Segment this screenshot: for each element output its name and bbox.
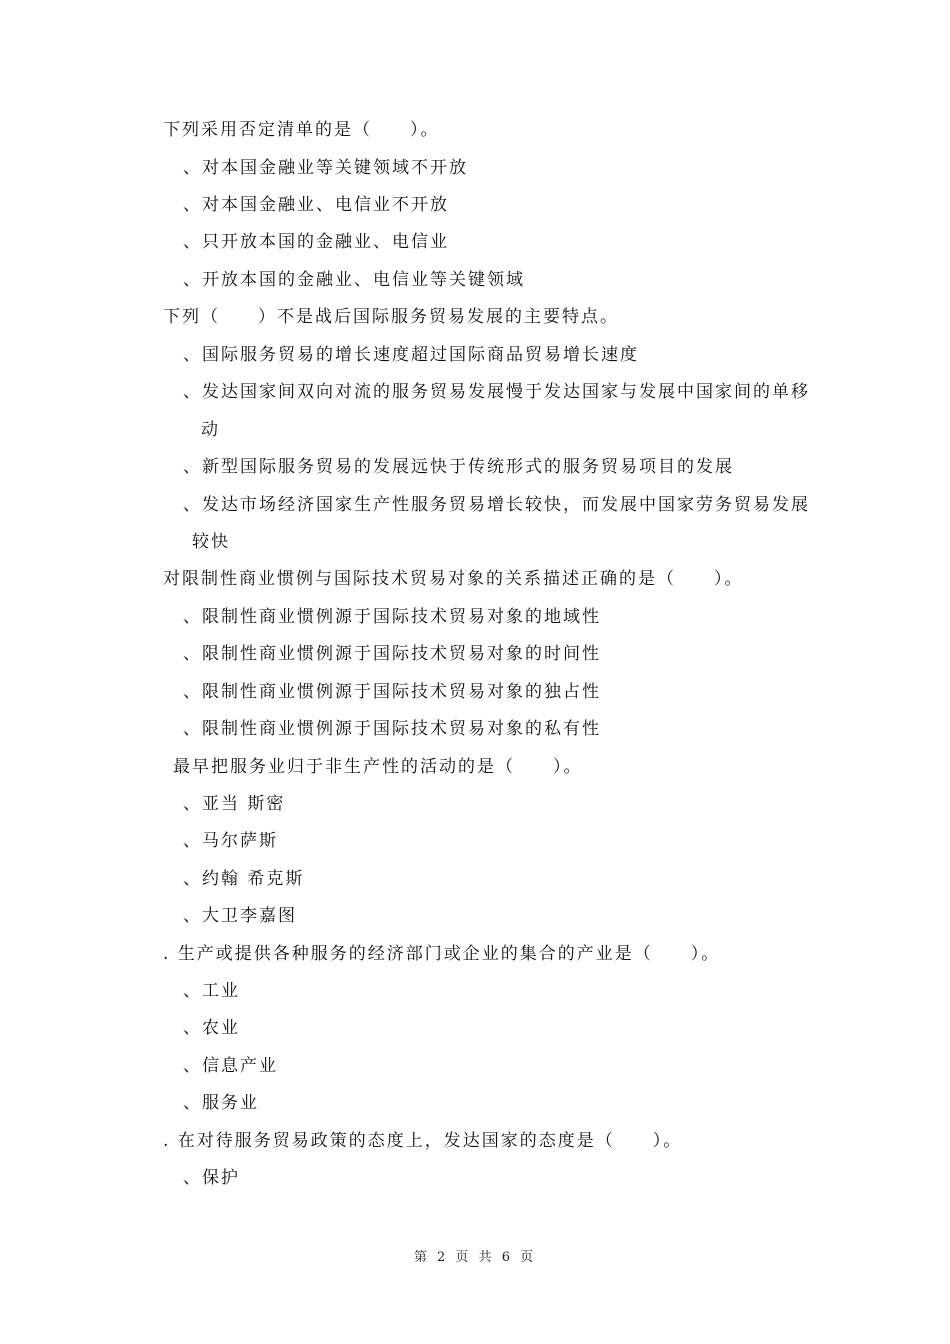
question-3-stem: 对限制性商业惯例与国际技术贸易对象的关系描述正确的是（ ）。 (163, 569, 744, 589)
question-1-stem: 下列采用否定清单的是（ ）。 (163, 120, 440, 140)
question-3-option-b: 、限制性商业惯例源于国际技术贸易对象的时间性 (183, 644, 601, 664)
question-4-option-c: 、约翰 希克斯 (183, 869, 305, 889)
question-2-option-c: 、新型国际服务贸易的发展远快于传统形式的服务贸易项目的发展 (183, 457, 734, 477)
question-2-option-b: 、发达国家间双向对流的服务贸易发展慢于发达国家与发展中国家间的单移 (183, 382, 810, 402)
page-footer: 第 2 页 共 6 页 (413, 1250, 537, 1265)
question-5-option-a: 、工业 (183, 981, 240, 1001)
question-4-stem: 最早把服务业归于非生产性的活动的是（ ）。 (173, 757, 583, 777)
question-2-option-d: 、发达市场经济国家生产性服务贸易增长较快，而发展中国家劳务贸易发展 (183, 495, 810, 515)
question-3-option-c: 、限制性商业惯例源于国际技术贸易对象的独占性 (183, 682, 601, 702)
question-3-option-a: 、限制性商业惯例源于国际技术贸易对象的地域性 (183, 607, 601, 627)
question-2-option-a: 、国际服务贸易的增长速度超过国际商品贸易增长速度 (183, 345, 639, 365)
question-4-option-d: 、大卫李嘉图 (183, 906, 297, 926)
question-1-option-d: 、开放本国的金融业、电信业等关键领域 (183, 270, 525, 290)
question-2-stem: 下列（ ）不是战后国际服务贸易发展的主要特点。 (163, 307, 619, 327)
question-5-stem: . 生产或提供各种服务的经济部门或企业的集合的产业是（ ）。 (163, 944, 721, 964)
question-4-option-a: 、亚当 斯密 (183, 794, 286, 814)
question-1-option-b: 、对本国金融业、电信业不开放 (183, 195, 449, 215)
question-2-option-d-continued: 较快 (192, 532, 230, 552)
question-6-option-a: 、保护 (183, 1168, 240, 1188)
question-6-stem: . 在对待服务贸易政策的态度上，发达国家的态度是（ ）。 (163, 1131, 683, 1151)
question-5-option-c: 、信息产业 (183, 1056, 278, 1076)
question-1-option-c: 、只开放本国的金融业、电信业 (183, 232, 449, 252)
question-5-option-d: 、服务业 (183, 1093, 259, 1113)
question-5-option-b: 、农业 (183, 1018, 240, 1038)
question-2-option-b-continued: 动 (201, 420, 220, 440)
question-4-option-b: 、马尔萨斯 (183, 831, 278, 851)
question-1-option-a: 、对本国金融业等关键领域不开放 (183, 158, 468, 178)
question-3-option-d: 、限制性商业惯例源于国际技术贸易对象的私有性 (183, 719, 601, 739)
